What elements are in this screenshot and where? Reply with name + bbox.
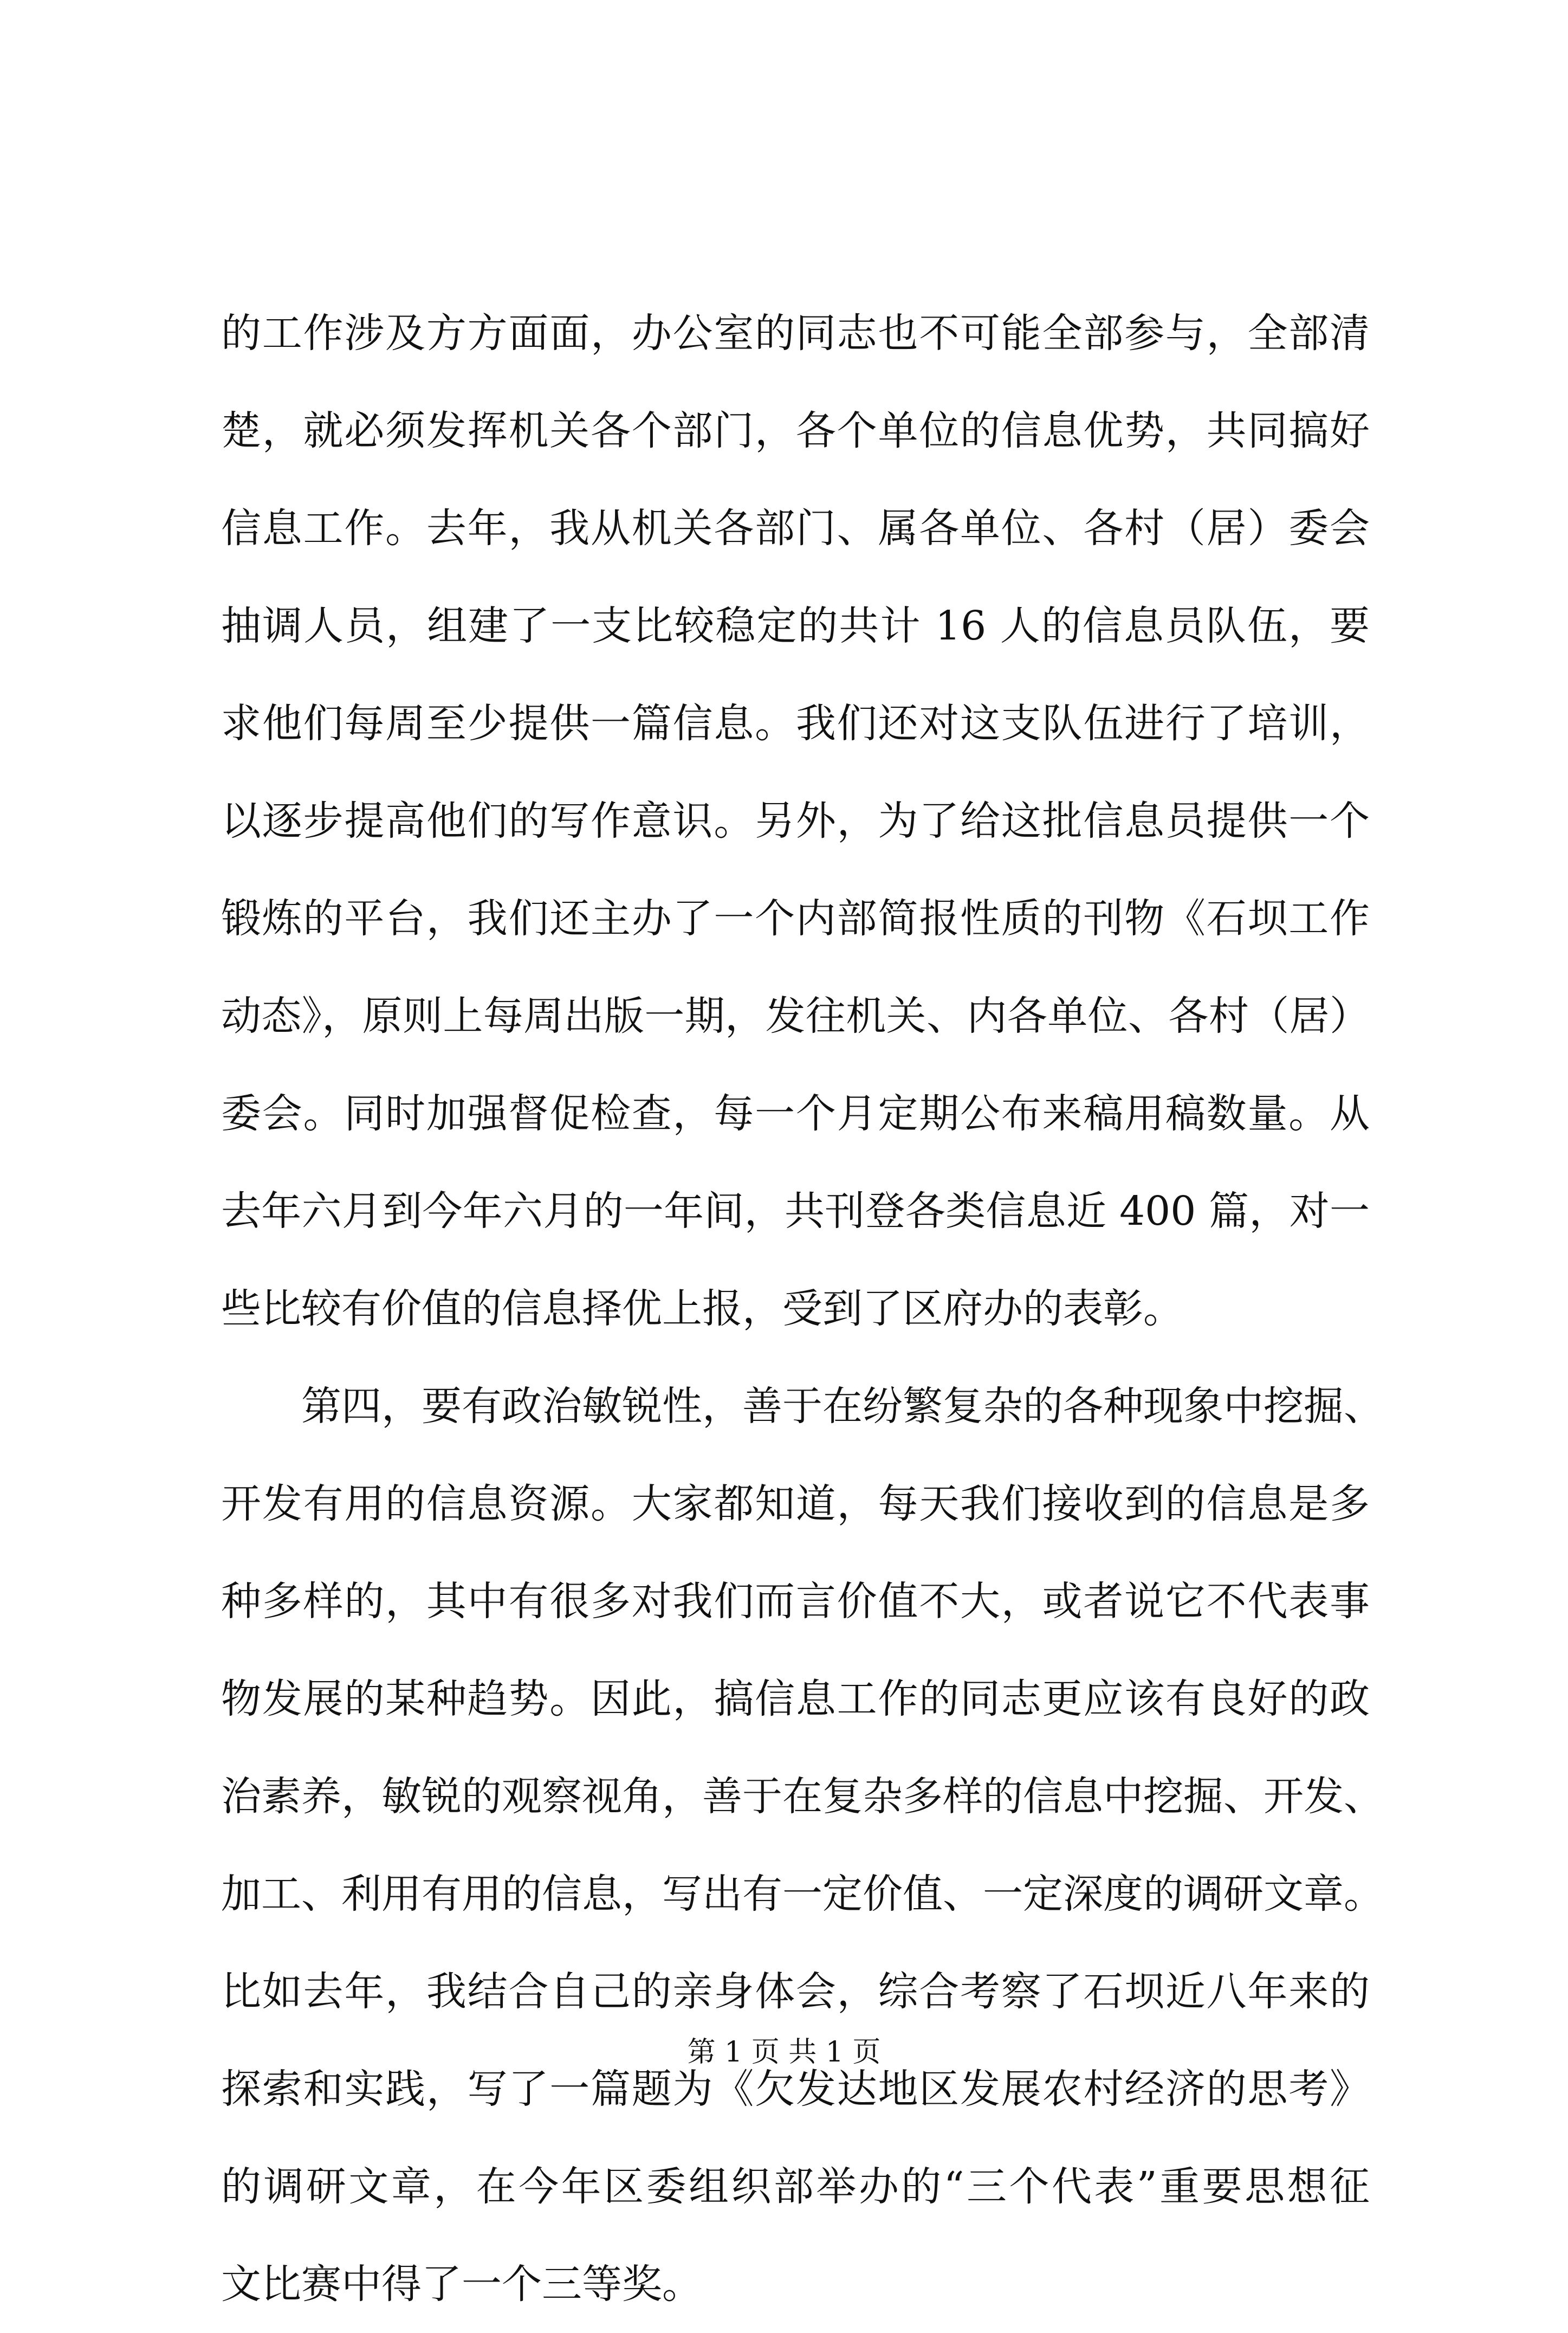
text-line: 去年六月到今年六月的一年间，共刊登各类信息近 400 篇，对一 (221, 1188, 1370, 1235)
text-line: 些比较有价值的信息择优上报，受到了区府办的表彰。 (221, 1285, 1183, 1332)
text-line: 物发展的某种趋势。因此，搞信息工作的同志更应该有良好的政 (221, 1676, 1370, 1722)
text-line: 第四，要有政治敏锐性，善于在纷繁复杂的各种现象中挖掘、 (221, 1383, 1384, 1430)
text-line: 探索和实践，写了一篇题为《欠发达地区发展农村经济的思考》 (221, 2066, 1370, 2112)
text-line: 种多样的，其中有很多对我们而言价值不大，或者说它不代表事 (221, 1578, 1370, 1625)
text-line: 委会。同时加强督促检查，每一个月定期公布来稿用稿数量。从 (221, 1090, 1370, 1137)
text-line: 求他们每周至少提供一篇信息。我们还对这支队伍进行了培训， (221, 700, 1370, 747)
text-line: 的工作涉及方方面面，办公室的同志也不可能全部参与，全部清 (221, 310, 1370, 357)
paragraph-1 (221, 285, 1370, 1358)
text-line: 的调研文章，在今年区委组织部举办的“三个代表”重要思想征 (221, 2163, 1370, 2210)
text-line: 比如去年，我结合自己的亲身体会，综合考察了石坝近八年来的 (221, 1968, 1370, 2015)
document-body (221, 285, 1384, 2333)
text-line: 文比赛中得了一个三等奖。 (221, 2261, 702, 2308)
text-line: 楚，就必须发挥机关各个部门，各个单位的信息优势，共同搞好 (221, 408, 1370, 454)
text-line: 治素养，敏锐的观察视角，善于在复杂多样的信息中挖掘、开发、 (221, 1773, 1384, 1820)
text-line: 开发有用的信息资源。大家都知道，每天我们接收到的信息是多 (221, 1481, 1370, 1527)
text-line: 信息工作。去年，我从机关各部门、属各单位、各村（居）委会 (221, 505, 1370, 552)
text-line: 动态》，原则上每周出版一期，发往机关、内各单位、各村（居） (221, 993, 1370, 1039)
text-line: 加工、利用有用的信息，写出有一定价值、一定深度的调研文章。 (221, 1871, 1384, 1917)
text-line: 锻炼的平台，我们还主办了一个内部简报性质的刊物《石坝工作 (221, 895, 1370, 942)
text-line: 以逐步提高他们的写作意识。另外，为了给这批信息员提供一个 (221, 798, 1370, 844)
text-line: 抽调人员，组建了一支比较稳定的共计 16 人的信息员队伍，要 (221, 603, 1370, 649)
paragraph-2 (221, 1358, 1384, 2333)
page-footer: 第 1 页 共 1 页 (687, 2036, 881, 2069)
